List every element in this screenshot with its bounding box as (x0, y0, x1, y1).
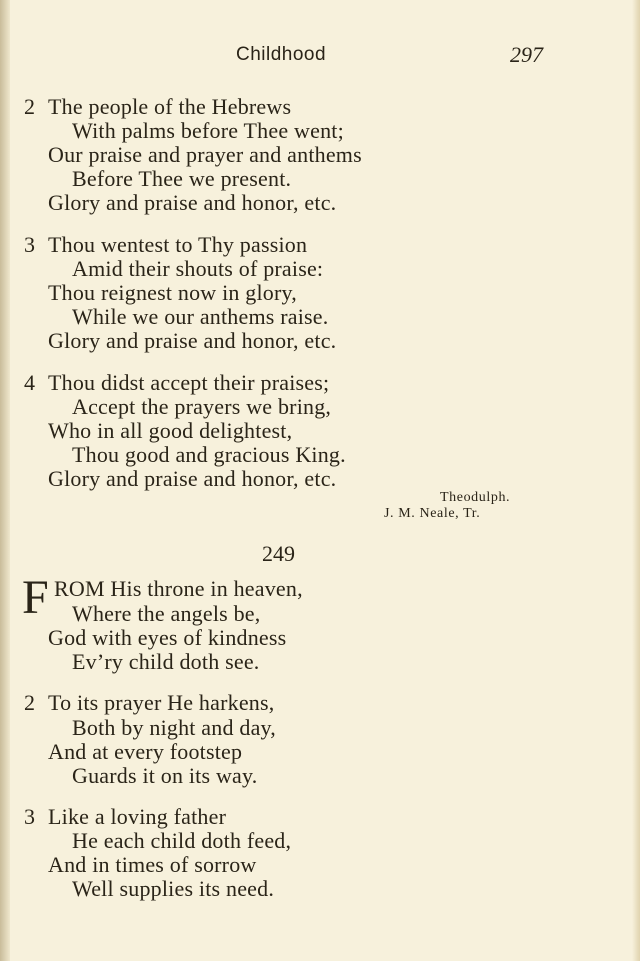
running-head-title: Childhood (236, 44, 327, 65)
verse-line: ROM His throne in heaven, (54, 576, 303, 601)
page-outer-edge (632, 0, 640, 961)
verse-line: Like a loving father (48, 804, 227, 829)
verse-line: Amid their shouts of praise: (72, 256, 324, 281)
verse-line: Accept the prayers we bring, (72, 394, 332, 419)
verse-number: 4 (24, 370, 35, 395)
verse-line: Before Thee we present. (72, 166, 292, 191)
verse-number: 3 (24, 804, 35, 829)
verse-line: And in times of sorrow (48, 852, 257, 877)
verse-line: Our praise and prayer and anthems (48, 142, 362, 167)
verse-line: Who in all good delightest, (48, 418, 293, 443)
page-number: 297 (510, 42, 543, 67)
verse-line: Guards it on its way. (72, 763, 258, 788)
verse-refrain-line: Glory and praise and honor, etc. (48, 190, 337, 215)
verse-line: He each child doth feed, (72, 828, 292, 853)
verse-line: Thou reignest now in glory, (48, 280, 297, 305)
verse-refrain-line: Glory and praise and honor, etc. (48, 328, 337, 353)
verse-line: Thou good and gracious King. (72, 442, 346, 467)
verse-line: Thou didst accept their praises; (48, 370, 330, 395)
verse-line: With palms before Thee went; (72, 118, 344, 143)
verse-number: 2 (24, 690, 35, 715)
attribution-translator: J. M. Neale, Tr. (384, 506, 481, 521)
verse-line: Both by night and day, (72, 715, 277, 740)
verse-line: Ev’ry child doth see. (72, 649, 260, 674)
verse-line: Well supplies its need. (72, 876, 275, 901)
page-binding-edge (0, 0, 10, 961)
verse-line: While we our anthems raise. (72, 304, 329, 329)
drop-cap-letter: F (22, 571, 49, 624)
verse-line: The people of the Hebrews (48, 94, 292, 119)
verse-line: Thou wentest to Thy passion (48, 232, 308, 257)
verse-number: 2 (24, 94, 35, 119)
verse-number: 3 (24, 232, 35, 257)
verse-line: God with eyes of kindness (48, 625, 287, 650)
attribution-author: Theodulph. (440, 490, 511, 505)
verse-line: To its prayer He harkens, (48, 690, 275, 715)
verse-line: Where the angels be, (72, 601, 261, 626)
hymn-number: 249 (262, 541, 295, 566)
verse-refrain-line: Glory and praise and honor, etc. (48, 466, 337, 491)
verse-line: And at every footstep (48, 739, 243, 764)
